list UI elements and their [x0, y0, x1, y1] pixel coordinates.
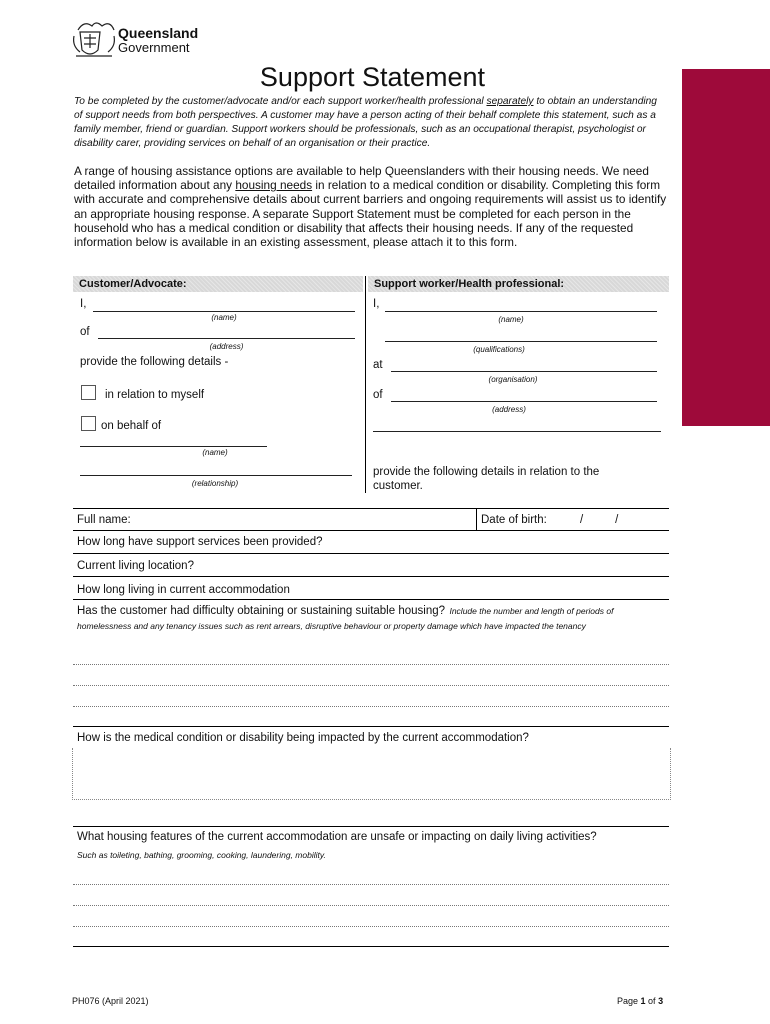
worker-address-input[interactable]	[391, 401, 657, 402]
page-number	[617, 996, 663, 1006]
page-title: Support Statement	[259, 62, 486, 92]
side-accent-bar	[682, 69, 770, 426]
features-note: Such as toileting, bathing, grooming, cooking, laundering, mobility.	[77, 850, 326, 860]
left-i-label: I,	[80, 298, 87, 310]
page-of: of	[645, 996, 659, 1006]
support-worker-header: Support worker/Health professional:	[368, 276, 669, 292]
support-duration-label: How long have support services been provided?	[77, 536, 323, 548]
location-label: Current living location?	[77, 560, 194, 572]
myself-label: in relation to myself	[105, 389, 205, 401]
intro-separately: separately	[486, 96, 534, 107]
dob-separators: / /	[580, 514, 619, 526]
organisation-input[interactable]	[391, 371, 657, 372]
intro-text-2: to obtain an understanding of support needs from both perspectives. A customer may have a person acting of their behalf complete this statement, such as a family member, friend or guardian. Support workers should be professionals, such as an occupational therapist, psychologist or disability carer, providing services on behalf of an organisation or their practice.	[74, 96, 657, 149]
left-provide-text: provide the following details -	[80, 356, 229, 368]
relationship-hint: (relationship)	[191, 479, 239, 488]
intro-instructions	[74, 95, 664, 151]
logo-line-2: Government	[118, 40, 190, 55]
housing-info-paragraph	[74, 164, 674, 249]
customer-address-input[interactable]	[98, 338, 355, 339]
impact-answer-box[interactable]	[72, 748, 671, 800]
living-duration-label: How long living in current accommodation	[77, 584, 290, 596]
features-question: What housing features of the current accommodation are unsafe or impacting on daily living activities?	[77, 831, 597, 843]
customer-address-hint: (address)	[209, 342, 244, 351]
support-duration-row[interactable]	[73, 530, 669, 554]
qualifications-input[interactable]	[385, 341, 657, 342]
features-answer-line-1[interactable]	[73, 884, 669, 885]
difficulty-q-text: Has the customer had difficulty obtaining or sustaining suitable housing?	[77, 605, 446, 617]
worker-address-input-2[interactable]	[373, 431, 661, 432]
myself-checkbox[interactable]	[81, 385, 96, 400]
behalf-checkbox[interactable]	[81, 416, 96, 431]
features-answer-line-2[interactable]	[73, 905, 669, 906]
intro-text-1: To be completed by the customer/advocate and/or each support worker/health professional	[74, 96, 487, 107]
features-bottom-border	[73, 946, 669, 947]
difficulty-question	[77, 603, 667, 633]
para-text-1: A range of housing assistance options are available to help Queenslanders with their housing needs. We need detailed information about any	[74, 164, 649, 193]
impact-question: How is the medical condition or disability being impacted by the current accommodation?	[77, 732, 529, 744]
living-duration-row[interactable]	[73, 576, 669, 600]
behalf-label: on behalf of	[101, 420, 162, 432]
features-divider	[73, 826, 669, 827]
full-name-label: Full name:	[77, 514, 131, 526]
difficulty-answer-line-3[interactable]	[73, 706, 669, 707]
form-code: PH076 (April 2021)	[72, 996, 149, 1006]
logo-wordmark	[118, 26, 198, 55]
page-prefix: Page	[617, 996, 641, 1006]
organisation-hint: (organisation)	[488, 375, 538, 384]
housing-needs-link[interactable]: housing needs	[235, 178, 313, 193]
worker-name-hint: (name)	[498, 315, 524, 324]
right-of-label: of	[373, 389, 383, 401]
full-name-row[interactable]	[73, 509, 669, 531]
difficulty-answer-line-2[interactable]	[73, 685, 669, 686]
logo-line-1: Queensland	[118, 25, 199, 41]
para-text-2: in relation to a medical condition or disability. Completing this form with accurate and comprehensive details about current barriers and ongoing requirements will assist us to identify an appropriate housing response. A separate Support Statement must be completed for each person in the household who has a medical condition or disability that affects their housing needs. If any of the requested information below is available in an existing assessment, please attach it to this form.	[74, 178, 667, 250]
features-answer-line-3[interactable]	[73, 926, 669, 927]
customer-advocate-header: Customer/Advocate:	[73, 276, 363, 292]
section-divider	[73, 726, 669, 727]
right-at-label: at	[373, 359, 383, 371]
worker-name-input[interactable]	[385, 311, 657, 312]
difficulty-note: Include the number and length of periods of homelessness and any tenancy issues such as rent arrears, disruptive behaviour or property damage which have impacted the tenancy	[77, 606, 614, 631]
behalf-name-input[interactable]	[80, 446, 267, 447]
row-divider	[476, 509, 477, 530]
location-row[interactable]	[73, 553, 669, 577]
behalf-name-hint: (name)	[202, 448, 228, 457]
left-of-label: of	[80, 326, 90, 338]
column-divider	[365, 276, 366, 493]
dob-label: Date of birth:	[481, 514, 547, 526]
page-total: 3	[658, 996, 664, 1006]
worker-address-hint: (address)	[492, 405, 526, 414]
customer-name-input[interactable]	[93, 311, 355, 312]
customer-name-hint: (name)	[211, 313, 237, 322]
difficulty-answer-line-1[interactable]	[73, 664, 669, 665]
relationship-input[interactable]	[80, 475, 352, 476]
qualifications-hint: (qualifications)	[473, 345, 525, 354]
right-i-label: I,	[373, 298, 380, 310]
page-current: 1	[640, 996, 646, 1006]
right-provide-text: provide the following details in relation to the customer.	[373, 466, 600, 492]
